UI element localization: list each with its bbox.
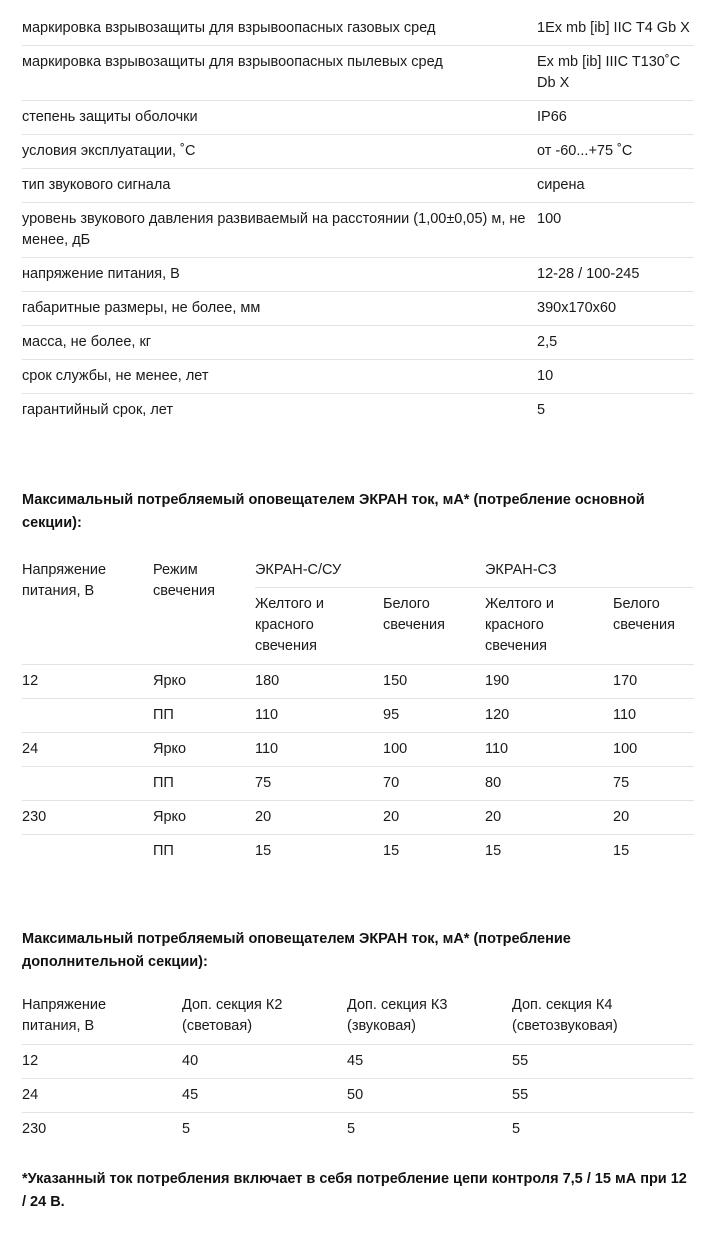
table-row bbox=[22, 767, 694, 801]
cell-value: 5 bbox=[347, 1121, 356, 1137]
spec-table bbox=[22, 12, 694, 427]
cell-value: 100 bbox=[613, 741, 638, 757]
header-voltage: Напряжение питания, В bbox=[22, 562, 107, 599]
cell-voltage: 24 bbox=[22, 741, 39, 757]
cell-mode: Ярко bbox=[153, 673, 187, 689]
cell-value: 15 bbox=[485, 843, 502, 859]
cell-voltage: 12 bbox=[22, 1053, 39, 1069]
spec-row bbox=[22, 326, 694, 360]
cell-value: 50 bbox=[347, 1087, 364, 1103]
cell-value: 120 bbox=[485, 707, 510, 723]
spec-value: 2,5 bbox=[537, 334, 558, 350]
table-header bbox=[22, 994, 694, 1045]
spec-name: степень защиты оболочки bbox=[22, 109, 198, 125]
cell-value: 80 bbox=[485, 775, 502, 791]
spec-row bbox=[22, 101, 694, 135]
spec-row bbox=[22, 46, 694, 101]
spec-row bbox=[22, 169, 694, 203]
cell-value: 110 bbox=[255, 707, 279, 723]
cell-value: 95 bbox=[383, 707, 400, 723]
spec-value: 10 bbox=[537, 368, 554, 384]
header-k3: Доп. секция К3 (звуковая) bbox=[347, 997, 448, 1034]
main-section-heading: Максимальный потребляемый оповещателем ЭКРАН ток, мА* (потребление основной секции): bbox=[22, 492, 645, 531]
cell-value: 15 bbox=[613, 843, 630, 859]
header-divider bbox=[255, 587, 694, 588]
cell-voltage: 12 bbox=[22, 673, 39, 689]
cell-voltage: 230 bbox=[22, 809, 47, 825]
spec-value: от -60...+75 ˚С bbox=[537, 143, 633, 159]
spec-name: срок службы, не менее, лет bbox=[22, 368, 209, 384]
cell-value: 20 bbox=[485, 809, 502, 825]
cell-value: 190 bbox=[485, 673, 510, 689]
cell-value: 5 bbox=[182, 1121, 191, 1137]
cell-value: 110 bbox=[485, 741, 509, 757]
spec-name: гарантийный срок, лет bbox=[22, 402, 174, 418]
cell-mode: Ярко bbox=[153, 741, 187, 757]
cell-value: 20 bbox=[255, 809, 272, 825]
table-row bbox=[22, 801, 694, 835]
cell-value: 5 bbox=[512, 1121, 521, 1137]
cell-value: 45 bbox=[347, 1053, 364, 1069]
cell-mode: ПП bbox=[153, 707, 174, 723]
spec-value: сирена bbox=[537, 177, 585, 193]
spec-value: 5 bbox=[537, 402, 546, 418]
spec-value: 390x170x60 bbox=[537, 300, 617, 316]
table-row bbox=[22, 699, 694, 733]
spec-row bbox=[22, 258, 694, 292]
cell-value: 75 bbox=[255, 775, 272, 791]
cell-voltage: 24 bbox=[22, 1087, 39, 1103]
spec-row bbox=[22, 203, 694, 258]
spec-value: 12-28 / 100-245 bbox=[537, 266, 640, 282]
table-row bbox=[22, 1079, 694, 1113]
cell-value: 180 bbox=[255, 673, 280, 689]
spec-row bbox=[22, 394, 694, 427]
spec-name: уровень звукового давления развиваемый на расстоянии (1,00±0,05) м, не менее, дБ bbox=[22, 211, 526, 248]
cell-value: 40 bbox=[182, 1053, 199, 1069]
cell-value: 170 bbox=[613, 673, 638, 689]
cell-value: 110 bbox=[255, 741, 279, 757]
table-header bbox=[22, 558, 694, 665]
header-yellow-red: Желтого и красного свечения bbox=[485, 596, 554, 654]
header-voltage: Напряжение питания, В bbox=[22, 997, 107, 1034]
cell-value: 55 bbox=[512, 1053, 529, 1069]
header-group-ekran-sz: ЭКРАН-СЗ bbox=[485, 562, 557, 578]
spec-row bbox=[22, 135, 694, 169]
cell-value: 55 bbox=[512, 1087, 529, 1103]
cell-voltage: 230 bbox=[22, 1121, 47, 1137]
cell-value: 110 bbox=[613, 707, 637, 723]
table-row bbox=[22, 835, 694, 868]
cell-value: 45 bbox=[182, 1087, 199, 1103]
spec-name: условия эксплуатации, ˚С bbox=[22, 143, 196, 159]
spec-name: маркировка взрывозащиты для взрывоопасных пылевых сред bbox=[22, 54, 443, 70]
spec-row bbox=[22, 360, 694, 394]
spec-name: напряжение питания, В bbox=[22, 266, 180, 282]
table-row bbox=[22, 1113, 694, 1146]
cell-value: 70 bbox=[383, 775, 400, 791]
spec-value: 1Ex mb [ib] IIC T4 Gb X bbox=[537, 20, 690, 36]
cell-value: 100 bbox=[383, 741, 408, 757]
header-white: Белого свечения bbox=[613, 596, 675, 633]
spec-value: 100 bbox=[537, 211, 562, 227]
spec-name: габаритные размеры, не более, мм bbox=[22, 300, 261, 316]
cell-value: 20 bbox=[613, 809, 630, 825]
header-k4: Доп. секция К4 (светозвуковая) bbox=[512, 997, 618, 1034]
table-row bbox=[22, 665, 694, 699]
cell-value: 20 bbox=[383, 809, 400, 825]
table-row bbox=[22, 733, 694, 767]
header-yellow-red: Желтого и красного свечения bbox=[255, 596, 324, 654]
footnote: *Указанный ток потребления включает в себя потребление цепи контроля 7,5 / 15 мА при 12 / 24 В. bbox=[22, 1171, 687, 1210]
cell-value: 15 bbox=[383, 843, 400, 859]
header-group-ekran-s-su: ЭКРАН-С/СУ bbox=[255, 562, 342, 578]
cell-mode: ПП bbox=[153, 843, 174, 859]
spec-row bbox=[22, 12, 694, 46]
spec-value: Ex mb [ib] IIIC T130˚C Db X bbox=[537, 54, 681, 91]
cell-value: 150 bbox=[383, 673, 408, 689]
spec-value: IP66 bbox=[537, 109, 567, 125]
extra-current-table bbox=[22, 994, 694, 1146]
cell-value: 75 bbox=[613, 775, 630, 791]
cell-mode: Ярко bbox=[153, 809, 187, 825]
table-row bbox=[22, 1045, 694, 1079]
header-k2: Доп. секция К2 (световая) bbox=[182, 997, 283, 1034]
spec-name: масса, не более, кг bbox=[22, 334, 152, 350]
extra-section-heading: Максимальный потребляемый оповещателем ЭКРАН ток, мА* (потребление дополнительной секции): bbox=[22, 931, 571, 970]
cell-mode: ПП bbox=[153, 775, 174, 791]
spec-row bbox=[22, 292, 694, 326]
header-mode: Режим свечения bbox=[153, 562, 215, 599]
main-current-table bbox=[22, 558, 694, 868]
spec-name: тип звукового сигнала bbox=[22, 177, 171, 193]
cell-value: 15 bbox=[255, 843, 272, 859]
header-white: Белого свечения bbox=[383, 596, 445, 633]
spec-name: маркировка взрывозащиты для взрывоопасных газовых сред bbox=[22, 20, 436, 36]
